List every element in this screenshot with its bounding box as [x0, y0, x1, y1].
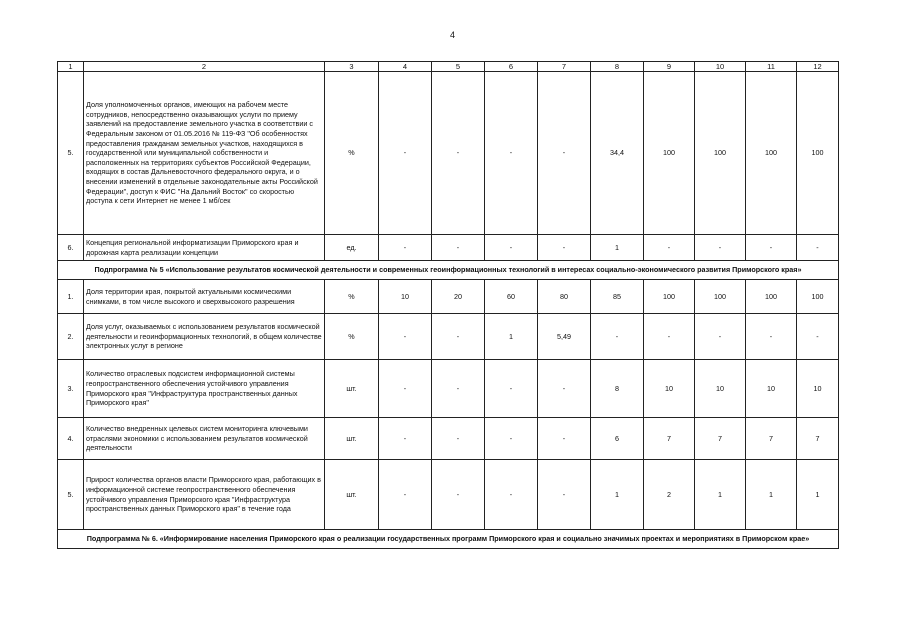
- value-cell: -: [432, 314, 485, 360]
- value-cell: 20: [432, 280, 485, 314]
- table-row: [58, 460, 839, 530]
- value-cell: -: [379, 460, 432, 530]
- value-cell: -: [432, 460, 485, 530]
- row-number: 5.: [58, 72, 84, 235]
- column-number: 11: [746, 62, 797, 72]
- column-number: 6: [485, 62, 538, 72]
- column-number: 8: [591, 62, 644, 72]
- value-cell: -: [485, 72, 538, 235]
- indicator-description: Количество отраслевых подсистем информационной системы геопространственного обеспечения устойчивого управления Приморского края "Инфраструктура пространственных данных Приморского края": [84, 360, 325, 418]
- value-cell: 100: [797, 280, 839, 314]
- value-cell: -: [695, 314, 746, 360]
- section-title: Подпрограмма № 5 «Использование результатов космической деятельности и современных геоинформационных технологий в интересах социально-экономического развития Приморского края»: [58, 261, 839, 280]
- value-cell: 1: [485, 314, 538, 360]
- section-heading-6: [58, 530, 839, 549]
- row-number: 4.: [58, 418, 84, 460]
- table-row: [58, 314, 839, 360]
- value-cell: 1: [591, 235, 644, 261]
- table-row: [58, 360, 839, 418]
- value-cell: 100: [695, 280, 746, 314]
- value-cell: 7: [644, 418, 695, 460]
- value-cell: 10: [746, 360, 797, 418]
- value-cell: 34,4: [591, 72, 644, 235]
- column-number-row: [58, 62, 839, 72]
- value-cell: 5,49: [538, 314, 591, 360]
- indicators-table: [57, 61, 839, 549]
- value-cell: -: [538, 72, 591, 235]
- value-cell: 7: [746, 418, 797, 460]
- unit-cell: ед.: [325, 235, 379, 261]
- value-cell: 7: [695, 418, 746, 460]
- column-number: 3: [325, 62, 379, 72]
- value-cell: 1: [797, 460, 839, 530]
- value-cell: -: [432, 235, 485, 261]
- value-cell: 85: [591, 280, 644, 314]
- section-title: Подпрограмма № 6. «Информирование населения Приморского края о реализации государственных программ Приморского края и социально значимых проектах и мероприятиях в Приморском крае»: [58, 530, 839, 549]
- value-cell: -: [644, 235, 695, 261]
- indicator-description: Доля услуг, оказываемых с использованием результатов космической деятельности и геоинформационных технологий, в общем количестве электронных услуг в регионе: [84, 314, 325, 360]
- unit-cell: %: [325, 314, 379, 360]
- value-cell: 1: [746, 460, 797, 530]
- value-cell: -: [746, 314, 797, 360]
- row-number: 2.: [58, 314, 84, 360]
- value-cell: 2: [644, 460, 695, 530]
- column-number: 10: [695, 62, 746, 72]
- table-row: [58, 72, 839, 235]
- value-cell: -: [538, 235, 591, 261]
- value-cell: -: [591, 314, 644, 360]
- value-cell: -: [485, 235, 538, 261]
- unit-cell: %: [325, 280, 379, 314]
- value-cell: -: [432, 418, 485, 460]
- value-cell: -: [432, 72, 485, 235]
- value-cell: 100: [746, 280, 797, 314]
- value-cell: 6: [591, 418, 644, 460]
- section-heading-5: [58, 261, 839, 280]
- value-cell: 100: [644, 280, 695, 314]
- value-cell: -: [485, 360, 538, 418]
- row-number: 1.: [58, 280, 84, 314]
- table-row: [58, 280, 839, 314]
- value-cell: -: [379, 235, 432, 261]
- column-number: 4: [379, 62, 432, 72]
- column-number: 12: [797, 62, 839, 72]
- value-cell: -: [644, 314, 695, 360]
- column-number: 2: [84, 62, 325, 72]
- column-number: 1: [58, 62, 84, 72]
- table-row: [58, 235, 839, 261]
- value-cell: 10: [695, 360, 746, 418]
- value-cell: -: [538, 360, 591, 418]
- value-cell: 1: [591, 460, 644, 530]
- value-cell: 60: [485, 280, 538, 314]
- value-cell: -: [379, 72, 432, 235]
- column-number: 9: [644, 62, 695, 72]
- value-cell: 8: [591, 360, 644, 418]
- value-cell: 7: [797, 418, 839, 460]
- value-cell: -: [379, 360, 432, 418]
- value-cell: 10: [379, 280, 432, 314]
- indicator-description: Доля территории края, покрытой актуальными космическими снимками, в том числе высокого и сверхвысокого разрешения: [84, 280, 325, 314]
- page-number: 4: [449, 30, 455, 40]
- value-cell: 100: [644, 72, 695, 235]
- indicator-description: Количество внедренных целевых систем мониторинга ключевыми отраслями экономики с использованием результатов космической деятельности: [84, 418, 325, 460]
- value-cell: 10: [644, 360, 695, 418]
- value-cell: -: [485, 418, 538, 460]
- value-cell: 100: [797, 72, 839, 235]
- unit-cell: шт.: [325, 418, 379, 460]
- row-number: 5.: [58, 460, 84, 530]
- value-cell: -: [538, 418, 591, 460]
- value-cell: -: [379, 314, 432, 360]
- row-number: 6.: [58, 235, 84, 261]
- value-cell: 1: [695, 460, 746, 530]
- column-number: 7: [538, 62, 591, 72]
- value-cell: -: [797, 235, 839, 261]
- value-cell: 10: [797, 360, 839, 418]
- value-cell: -: [695, 235, 746, 261]
- value-cell: 100: [695, 72, 746, 235]
- value-cell: -: [538, 460, 591, 530]
- indicator-description: Концепция региональной информатизации Приморского края и дорожная карта реализации концепции: [84, 235, 325, 261]
- indicator-description: Доля уполномоченных органов, имеющих на рабочем месте сотрудников, непосредственно оказывающих услуги по приему заявлений на предоставление земельного участка в соответствии с Федеральным законом от 01.05.2016 № 119-ФЗ "Об особенностях предоставления гражданам земельных участков, находящихся в государственной или муниципальной собственности и расположенных на территориях субъектов Российской Федерации, входящих в состав Дальневосточного федерального округа, и о внесении изменений в отдельные законодательные акты Российской Федерации", доступ к ФИС "На Дальний Восток" со скоростью доступа к сети Интернет не менее 1 мб/сек: [84, 72, 325, 235]
- value-cell: 100: [746, 72, 797, 235]
- value-cell: -: [432, 360, 485, 418]
- value-cell: -: [379, 418, 432, 460]
- table-row: [58, 418, 839, 460]
- unit-cell: шт.: [325, 460, 379, 530]
- value-cell: 80: [538, 280, 591, 314]
- column-number: 5: [432, 62, 485, 72]
- row-number: 3.: [58, 360, 84, 418]
- indicator-description: Прирост количества органов власти Приморского края, работающих в информационной системе геопространственного обеспечения устойчивого управления Приморского края "Инфраструктура пространственных данных Приморского края" в течение года: [84, 460, 325, 530]
- value-cell: -: [485, 460, 538, 530]
- unit-cell: шт.: [325, 360, 379, 418]
- unit-cell: %: [325, 72, 379, 235]
- value-cell: -: [797, 314, 839, 360]
- value-cell: -: [746, 235, 797, 261]
